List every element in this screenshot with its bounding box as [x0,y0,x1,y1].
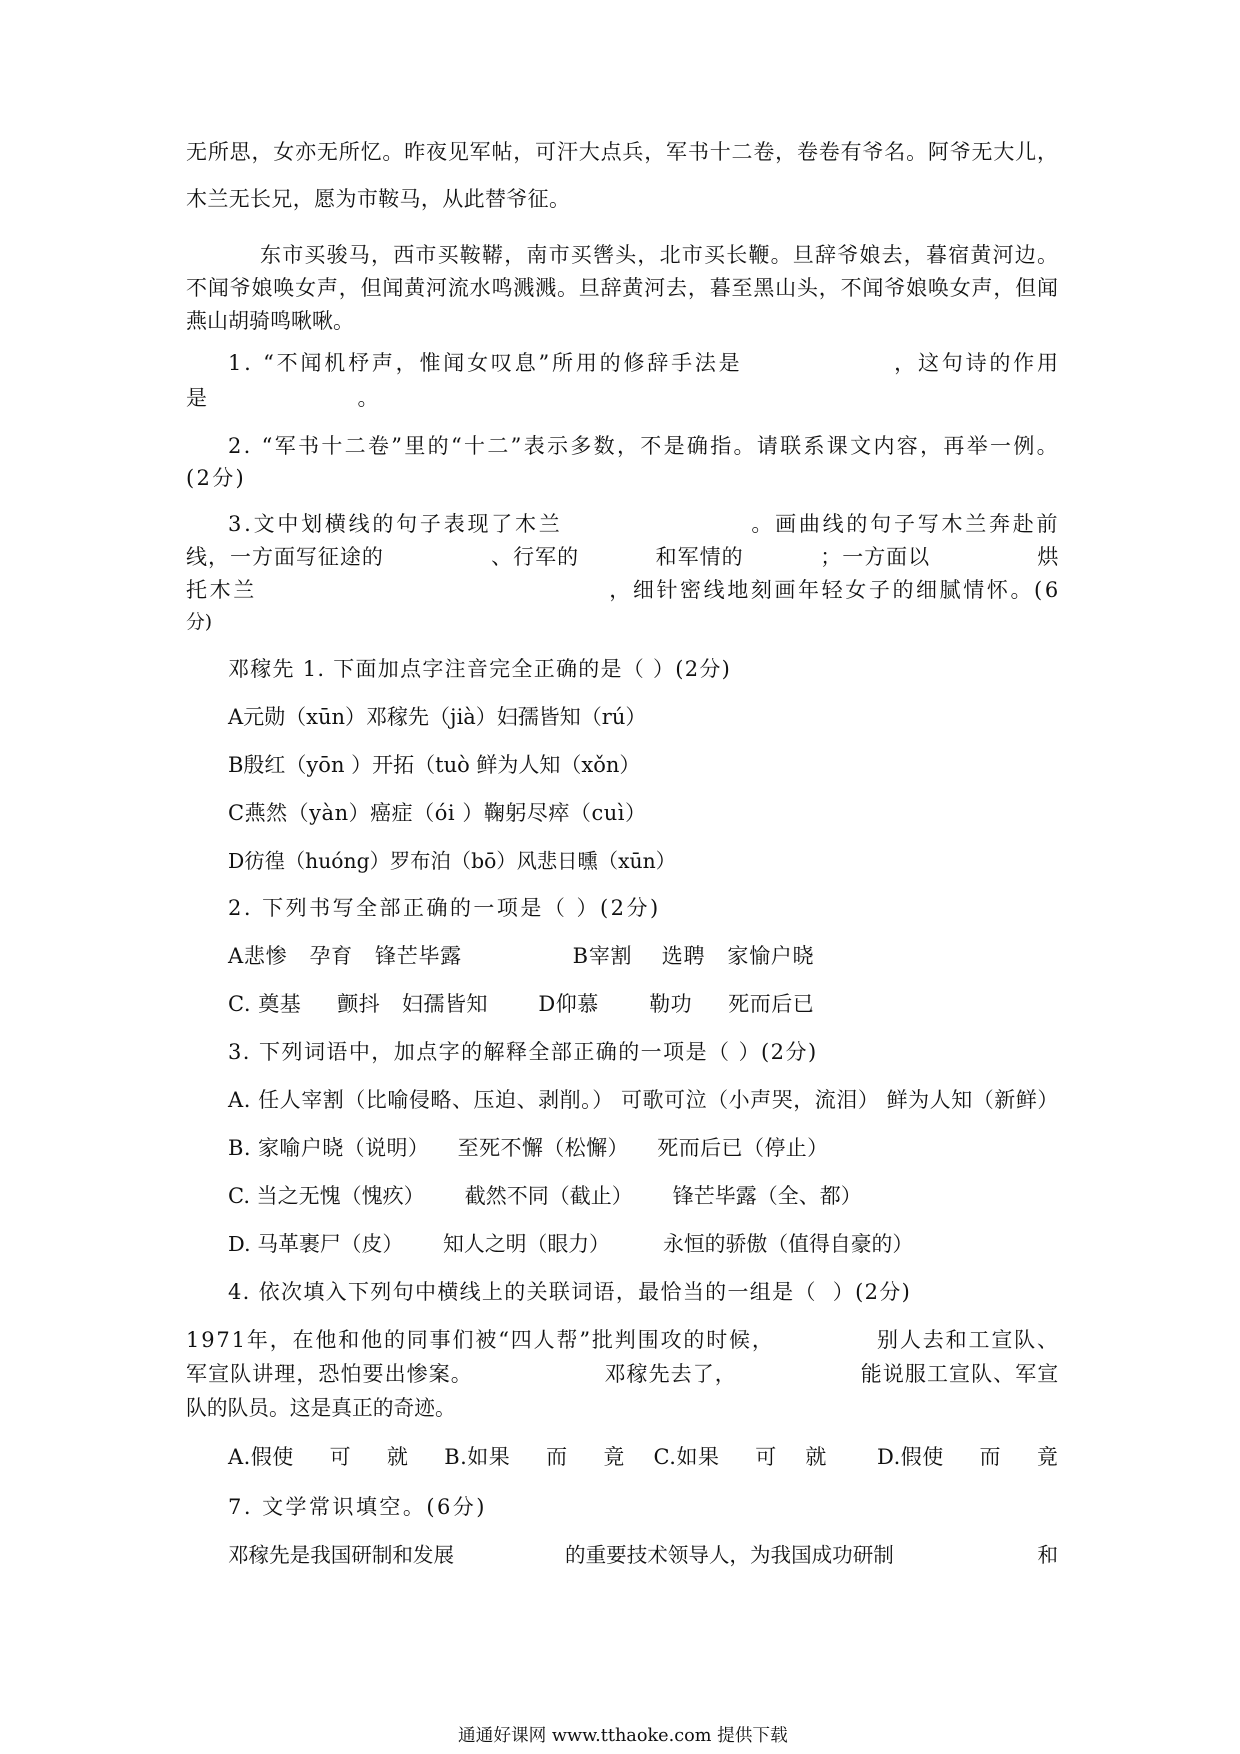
text-line: 1971年，在他和他的同事们被“四人帮”批判围攻的时候， 别人去和工宣队、 [186,1328,1060,1352]
question-line: 线，一方面写征途的 、行军的 和军情的 ；一方面以 烘 [186,545,1060,569]
question-line: 分) [186,612,213,633]
option-line: B殷红（yōn ）开拓（tuò 鲜为人知（xǒn） [228,753,641,777]
option-line: A元勋（xūn）邓稼先（jià）妇孺皆知（rú） [228,705,647,729]
option-line: A.假使 可 就 B.如果 而 竟 C.如果 可 就 D.假使 而 竟 [228,1445,1059,1469]
question-line: 邓稼先 1. 下面加点字注音完全正确的是（ ）(2分) [228,657,732,681]
option-line: C燕然（yàn）癌症（ói ）鞠躬尽瘁（cuì） [228,801,647,825]
text-line: 燕山胡骑鸣啾啾。 [186,309,354,333]
question-line: 是 。 [186,386,383,410]
question-line: 4. 依次填入下列句中横线上的关联词语，最恰当的一组是（ ）(2分) [228,1280,912,1304]
option-line: A. 任人宰割（比喻侵略、压迫、剥削。） 可歌可泣（小声哭，流泪） 鲜为人知（新鲜） [228,1088,1059,1112]
question-line: 7. 文学常识填空。(6分) [228,1495,487,1519]
option-line: C. 奠基 颤抖 妇孺皆知 D仰慕 勒功 死而后已 [228,992,815,1016]
option-line: B. 家喻户晓（说明） 至死不懈（松懈） 死而后已（停止） [228,1136,829,1160]
option-line: C. 当之无愧（愧疚） 截然不同（截止） 锋芒毕露（全、都） [228,1184,862,1208]
text-line: 无所思，女亦无所忆。昨夜见军帖，可汗大点兵，军书十二卷，卷卷有爷名。阿爷无大儿， [186,140,1059,164]
text-line: 不闻爷娘唤女声，但闻黄河流水鸣溅溅。旦辞黄河去，暮至黑山头，不闻爷娘唤女声，但闻 [186,276,1059,300]
question-line: 2. 下列书写全部正确的一项是（ ）(2分) [228,896,661,920]
text-line: 木兰无长兄，愿为市鞍马，从此替爷征。 [186,187,571,211]
option-line: A悲惨 孕育 锋芒毕露 B宰割 选聘 家愉户晓 [228,944,815,968]
option-line: D. 马革裹尸（皮） 知人之明（眼力） 永恒的骄傲（值得自豪的） [228,1232,914,1256]
option-line: D彷徨（huóng）罗布泊（bō）风悲日曛（xūn） [228,849,676,873]
question-line: 3.文中划横线的句子表现了木兰 。画曲线的句子写木兰奔赴前 [228,512,1061,536]
footer-text: 通通好课网 www.tthaoke.com 提供下载 [458,1726,788,1746]
text-line: 东市买骏马，西市买鞍鞯，南市买辔头，北市买长鞭。旦辞爷娘去，暮宿黄河边。 [260,243,1060,267]
question-line: 3. 下列词语中，加点字的解释全部正确的一项是（ ）(2分) [228,1040,818,1064]
text-line: 队的队员。这是真正的奇迹。 [186,1396,456,1420]
question-line: 托木兰 ，细针密线地刻画年轻女子的细腻情怀。(6 [186,578,1061,602]
question-line: 2. “军书十二卷”里的“十二”表示多数，不是确指。请联系课文内容，再举一例。 [228,434,1060,458]
question-line: 1. “不闻机杼声，惟闻女叹息”所用的修辞手法是 ，这句诗的作用 [228,351,1061,375]
text-line: 军宣队讲理，恐怕要出惨案。 邓稼先去了， 能说服工宣队、军宣 [186,1362,1060,1386]
text-line: 邓稼先是我国研制和发展 的重要技术领导人，为我国成功研制 和 [228,1543,1059,1567]
question-line: (2分) [186,466,247,490]
